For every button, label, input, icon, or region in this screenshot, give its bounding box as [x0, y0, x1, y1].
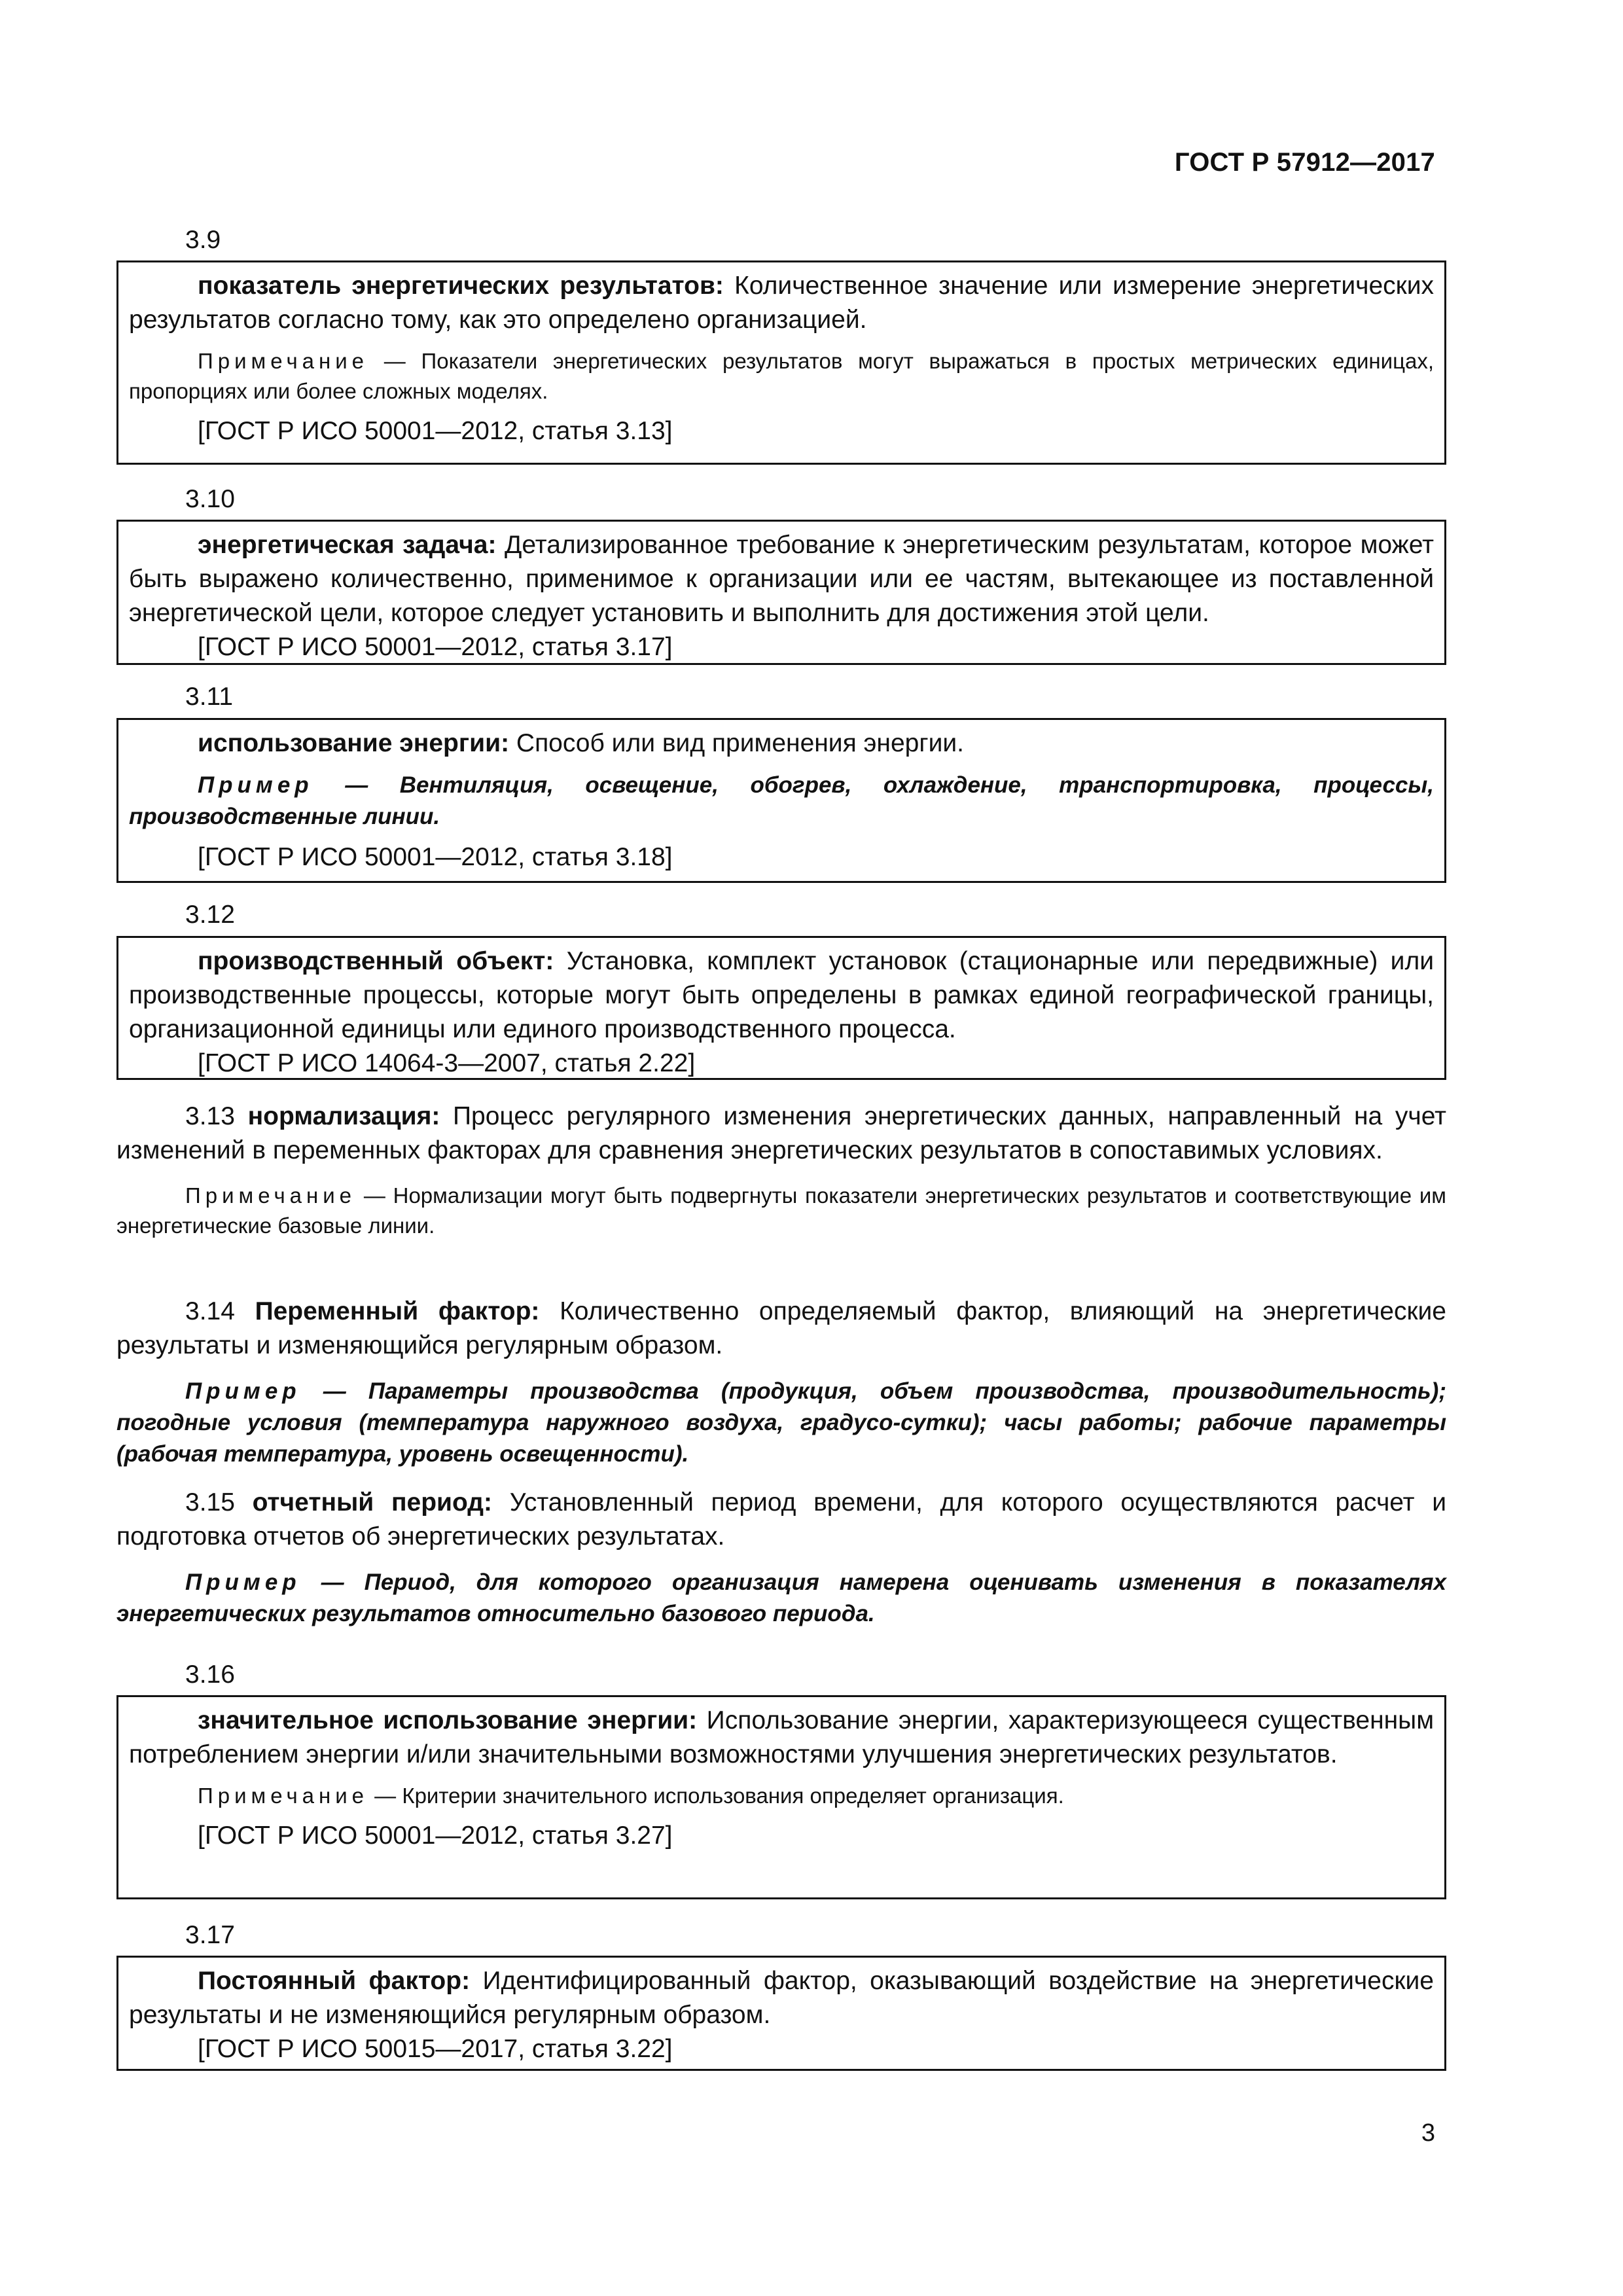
definition-3-16: [129, 1704, 1434, 1772]
section-number-3-12: 3.12: [185, 901, 235, 929]
page-number: 3: [1421, 2119, 1435, 2147]
note-3-16: [129, 1781, 1434, 1811]
term-3-17: Постоянный фактор:: [198, 1967, 471, 1995]
document-code: ГОСТ Р 57912—2017: [1174, 148, 1435, 177]
definition-box-3-10: [116, 520, 1446, 665]
reference-3-16: [ГОСТ Р ИСО 50001—2012, статья 3.27]: [198, 1821, 673, 1850]
term-3-9: показатель энергетических результатов:: [198, 272, 724, 300]
section-3-13: [116, 1100, 1446, 1241]
definition-text-3-17: Идентифицированный фактор, оказывающий воздействие на энергетические результаты и не изменяющийся регулярным образом.: [129, 1967, 1434, 2029]
term-3-15: отчетный период:: [252, 1488, 493, 1516]
note-text-3-13: — Нормализации могут быть подвергнуты показатели энергетических результатов и соответствующие им энергетические базовые линии.: [116, 1183, 1446, 1238]
section-number-3-17: 3.17: [185, 1921, 235, 1949]
definition-box-3-17: [116, 1956, 1446, 2071]
term-3-12: производственный объект:: [198, 947, 554, 975]
term-3-14: Переменный фактор:: [255, 1297, 540, 1325]
reference-3-12: [ГОСТ Р ИСО 14064-3—2007, статья 2.22]: [198, 1049, 696, 1077]
definition-3-13: [116, 1100, 1446, 1168]
definition-box-3-11: [116, 718, 1446, 883]
definition-3-10: [129, 528, 1434, 630]
definition-text-3-14: Количественно определяемый фактор, влияющий на энергетические результаты и изменяющийся регулярным образом.: [116, 1297, 1446, 1359]
definition-text-3-15: Установленный период времени, для которого осуществляются расчет и подготовка отчетов об энергетических результатах.: [116, 1488, 1446, 1551]
section-number-3-14: 3.14: [185, 1297, 235, 1325]
definition-text-3-10: Детализированное требование к энергетическим результатам, которое может быть выражено количественно, применимое к организации или ее частям, вытекающее из поставленной энергетической цели, которое следует установить и выполнить для достижения этой цели.: [129, 531, 1434, 627]
definition-3-14: [116, 1295, 1446, 1363]
note-text-3-9: — Показатели энергетических результатов могут выражаться в простых метрических единицах, пропорциях или более сложных моделях.: [129, 349, 1434, 403]
reference-3-10: [ГОСТ Р ИСО 50001—2012, статья 3.17]: [198, 633, 673, 661]
example-3-15: [116, 1567, 1446, 1630]
definition-box-3-9: [116, 260, 1446, 465]
note-label-3-16: Примечание: [198, 1784, 369, 1808]
definition-text-3-11: Способ или вид применения энергии.: [509, 729, 964, 757]
definition-text-3-12: Установка, комплект установок (стационарные или передвижные) или производственные процессы, которые могут быть определены в рамках единой географической границы, организационной единицы или единого производственного процесса.: [129, 947, 1435, 1043]
note-3-13: [116, 1181, 1446, 1241]
section-number-3-11: 3.11: [185, 683, 234, 711]
example-text-3-15: — Период, для которого организация намерена оценивать изменения в показателях энергетических результатов относительно базового периода.: [116, 1570, 1446, 1626]
section-number-3-10: 3.10: [185, 485, 235, 513]
example-text-3-11: — Вентиляция, освещение, обогрев, охлаждение, транспортировка, процессы, производственные линии.: [129, 772, 1434, 829]
definition-3-9: [129, 269, 1434, 337]
term-3-10: энергетическая задача:: [198, 531, 497, 559]
definition-box-3-16: [116, 1695, 1446, 1899]
reference-3-17: [ГОСТ Р ИСО 50015—2017, статья 3.22]: [198, 2035, 673, 2063]
section-number-3-9: 3.9: [185, 226, 221, 254]
definition-box-3-12: [116, 936, 1446, 1080]
example-label-3-14: Пример: [185, 1378, 301, 1404]
definition-text-3-13: Процесс регулярного изменения энергетических данных, направленный на учет изменений в переменных факторах для сравнения энергетических результатов в сопоставимых условиях.: [116, 1102, 1446, 1164]
note-label-3-9: Примечание: [198, 349, 369, 373]
section-number-3-13: 3.13: [185, 1102, 235, 1130]
definition-text-3-9: Количественное значение или измерение энергетических результатов согласно тому, как это определено организацией.: [129, 272, 1434, 334]
definition-text-3-16: Использование энергии, характеризующееся существенным потреблением энергии и/или значительными возможностями улучшения энергетических результатов.: [129, 1706, 1435, 1768]
definition-3-12: [129, 944, 1434, 1047]
reference-3-9: [ГОСТ Р ИСО 50001—2012, статья 3.13]: [198, 417, 673, 445]
term-3-11: использование энергии:: [198, 729, 510, 757]
example-3-14: [116, 1376, 1446, 1470]
reference-3-11: [ГОСТ Р ИСО 50001—2012, статья 3.18]: [198, 843, 673, 871]
note-label-3-13: Примечание: [185, 1183, 357, 1208]
section-3-14: [116, 1295, 1446, 1470]
note-text-3-16: — Критерии значительного использования определяет организация.: [368, 1784, 1064, 1808]
definition-3-17: [129, 1964, 1434, 2032]
term-3-13: нормализация:: [247, 1102, 440, 1130]
term-3-16: значительное использование энергии:: [198, 1706, 698, 1734]
example-label-3-15: Пример: [185, 1570, 301, 1595]
definition-3-11: [129, 726, 1434, 761]
section-3-15: [116, 1486, 1446, 1630]
note-3-9: [129, 346, 1434, 406]
section-number-3-15: 3.15: [185, 1488, 235, 1516]
example-text-3-14: — Параметры производства (продукция, объем производства, производительность); погодные условия (температура наружного воздуха, градусо-сутки); часы работы; рабочие параметры (рабочая температура, уровень освещенности).: [116, 1378, 1446, 1467]
definition-3-15: [116, 1486, 1446, 1554]
section-number-3-16: 3.16: [185, 1660, 235, 1689]
example-3-11: [129, 770, 1434, 833]
example-label-3-11: Пример: [198, 772, 313, 798]
